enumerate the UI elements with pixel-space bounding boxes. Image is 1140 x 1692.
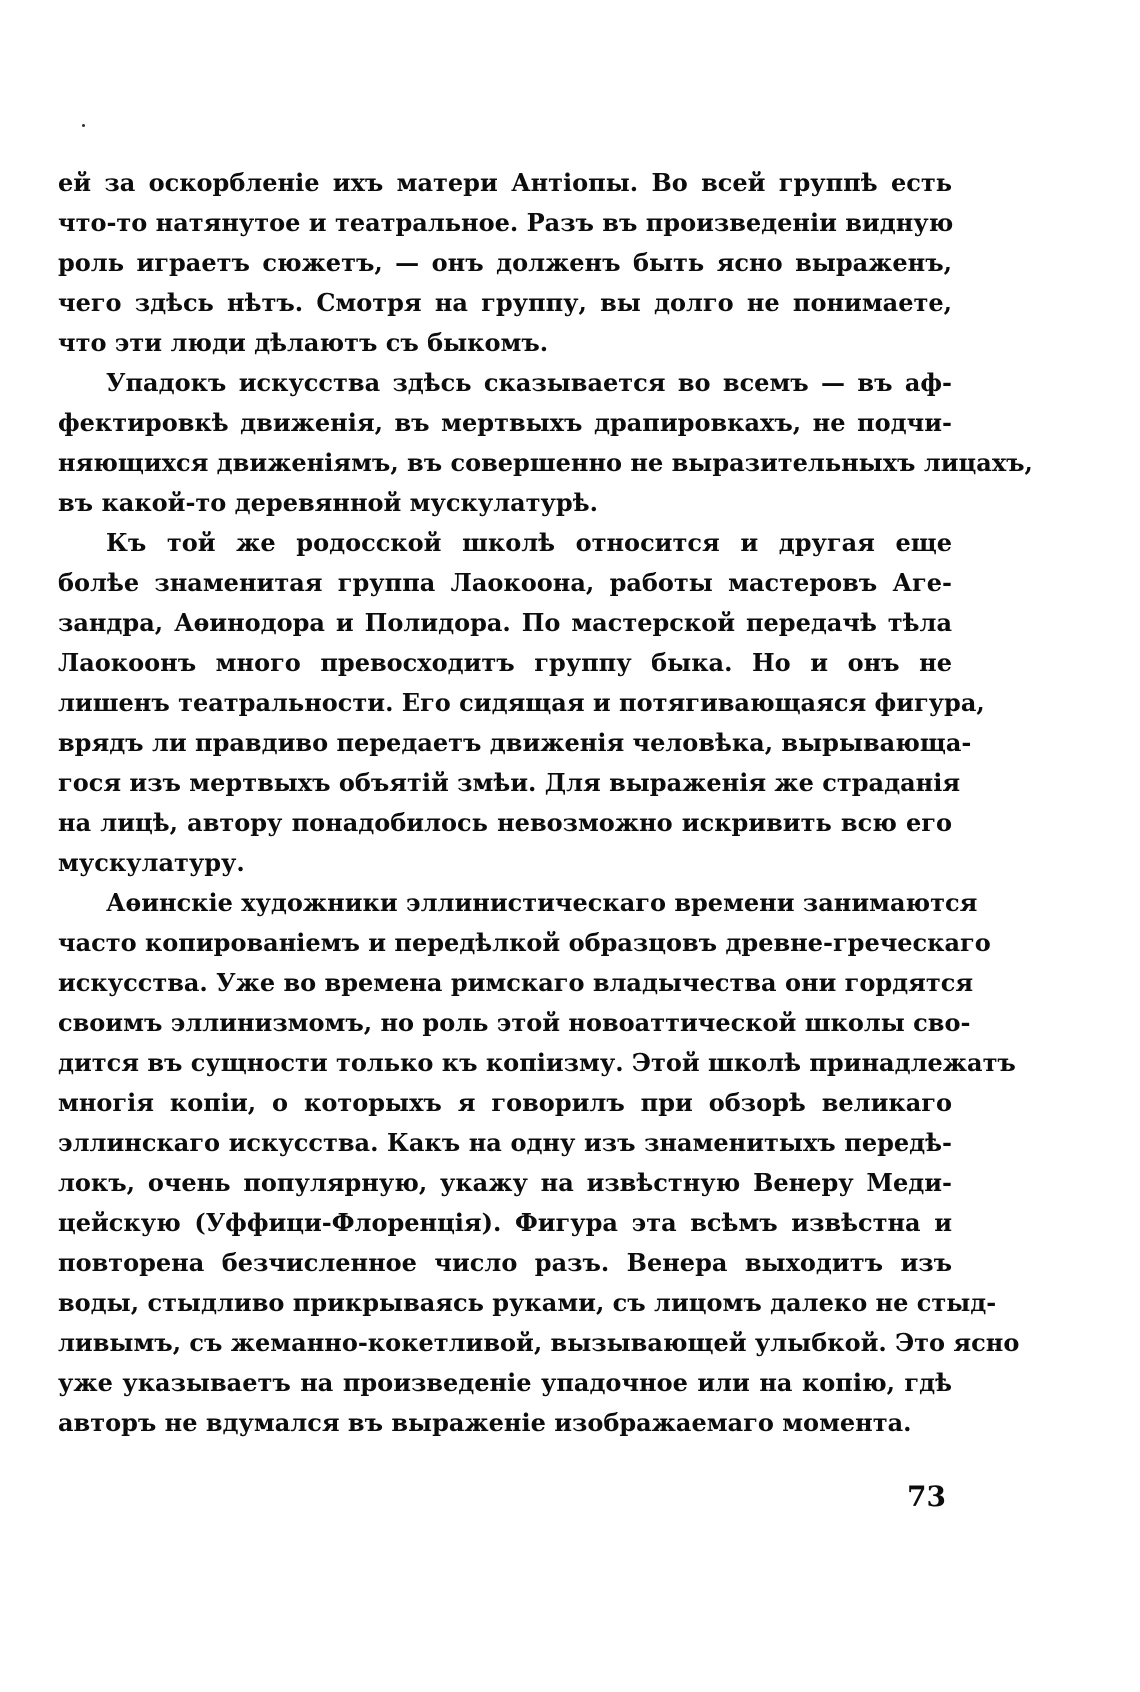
text-line: Упадокъ искусства здѣсь сказывается во всемъ — въ аф-: [106, 368, 952, 397]
text-line: зандра, Аѳинодора и Полидора. По мастерской передачѣ тѣла: [58, 608, 952, 637]
text-line: воды, стыдливо прикрываясь руками, съ лицомъ далеко не стыд-: [58, 1288, 997, 1317]
text-line: часто копированіемъ и передѣлкой образцовъ древне-греческаго: [58, 928, 991, 957]
text-line: роль играетъ сюжетъ, — онъ долженъ быть ясно выраженъ,: [58, 248, 952, 277]
text-line: гося изъ мертвыхъ объятій змѣи. Для выраженія же страданія: [58, 768, 961, 797]
text-line: повторена безчисленное число разъ. Венера выходитъ изъ: [58, 1248, 952, 1277]
text-line: цейскую (Уффици-Флоренція). Фигура эта всѣмъ извѣстна и: [58, 1208, 952, 1237]
text-line: чего здѣсь нѣтъ. Смотря на группу, вы долго не понимаете,: [58, 288, 952, 317]
text-line: лишенъ театральности. Его сидящая и потягивающаяся фигура,: [58, 688, 985, 717]
text-line: ливымъ, съ жеманно-кокетливой, вызывающей улыбкой. Это ясно: [58, 1328, 1020, 1357]
text-line: на лицѣ, автору понадобилось невозможно искривить всю его: [58, 808, 952, 837]
paragraph: [58, 523, 985, 883]
text-line: что эти люди дѣлаютъ съ быкомъ.: [58, 328, 549, 357]
text-line: эллинскаго искусства. Какъ на одну изъ знаменитыхъ передѣ-: [58, 1128, 952, 1157]
text-line: искусства. Уже во времена римскаго владычества они гордятся: [58, 968, 974, 997]
text-line: въ какой-то деревянной мускулатурѣ.: [58, 488, 598, 517]
text-line: многія копіи, о которыхъ я говорилъ при обзорѣ великаго: [58, 1088, 952, 1117]
text-line: своимъ эллинизмомъ, но роль этой новоаттической школы сво-: [58, 1008, 971, 1037]
text-line: уже указываетъ на произведеніе упадочное или на копію, гдѣ: [58, 1368, 952, 1397]
paragraph: [58, 363, 1033, 523]
text-line: няющихся движеніямъ, въ совершенно не выразительныхъ лицахъ,: [58, 448, 1033, 477]
text-line: Къ той же родосской школѣ относится и другая еще: [106, 528, 952, 557]
text-line: дится въ сущности только къ копіизму. Этой школѣ принадлежатъ: [58, 1048, 1016, 1077]
text-line: авторъ не вдумался въ выраженіе изображаемаго момента.: [58, 1408, 912, 1437]
text-line: локъ, очень популярную, укажу на извѣстную Венеру Меди-: [58, 1168, 952, 1197]
text-line: фектировкѣ движенія, въ мертвыхъ драпировкахъ, не подчи-: [58, 408, 952, 437]
text-line: ей за оскорбленіе ихъ матери Антіопы. Во всей группѣ есть: [58, 168, 952, 197]
paragraph: [58, 163, 952, 363]
paragraph: [58, 883, 1020, 1443]
page-number: 73: [907, 1480, 946, 1513]
text-line: врядъ ли правдиво передаетъ движенія человѣка, вырывающа-: [58, 728, 972, 757]
text-line: мускулатуру.: [58, 848, 245, 877]
scan-speck: [82, 124, 85, 127]
page-body-text: [58, 163, 1033, 1443]
text-line: Аѳинскіе художники эллинистическаго времени занимаются: [106, 888, 978, 917]
text-line: Лаокоонъ много превосходитъ группу быка. Но и онъ не: [58, 648, 952, 677]
text-line: болѣе знаменитая группа Лаокоона, работы мастеровъ Аге-: [58, 568, 952, 597]
text-line: что-то натянутое и театральное. Разъ въ произведеніи видную: [58, 208, 954, 237]
